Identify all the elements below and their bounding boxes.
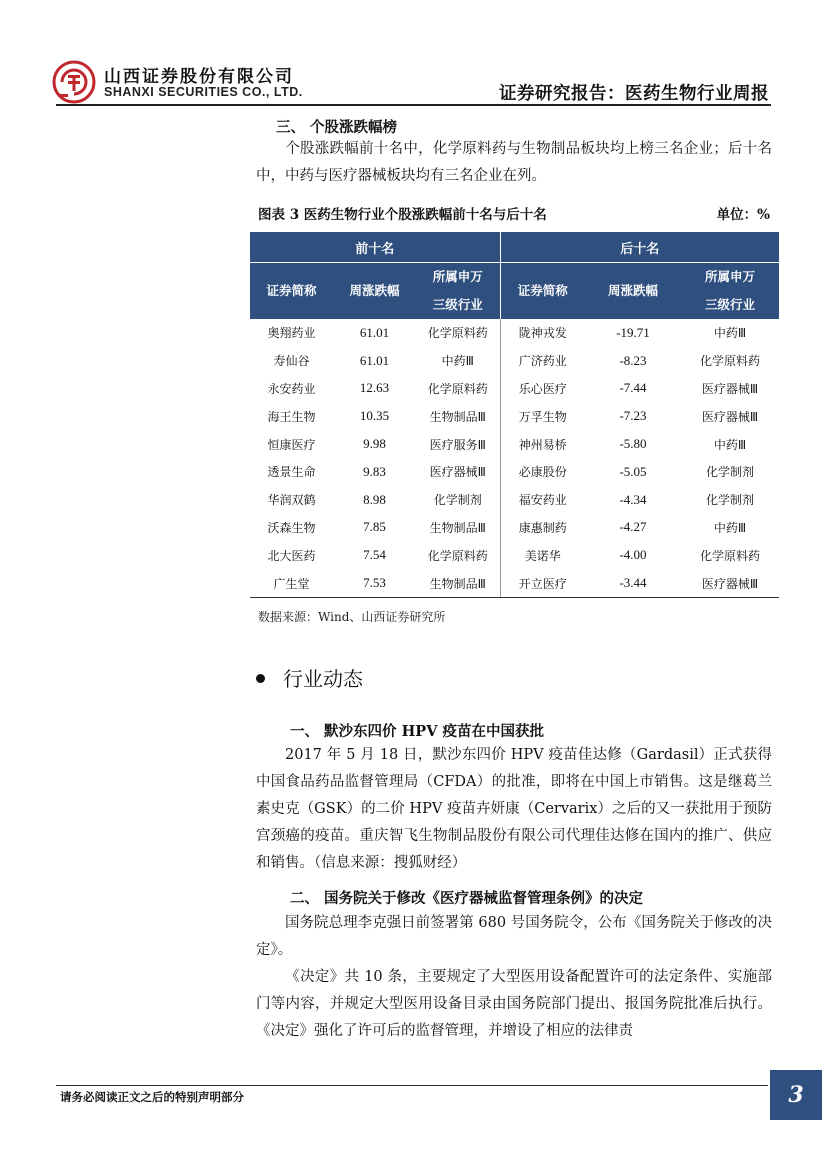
bottom-stock-change: -19.71 — [616, 324, 650, 340]
top-stock-name: 海王生物 — [267, 409, 316, 424]
table-row — [250, 458, 779, 486]
bottom-stock-name: 广济药业 — [500, 347, 585, 375]
table-row — [250, 375, 779, 403]
top-stock-industry: 生物制品Ⅲ — [416, 569, 500, 597]
paragraph-text: 国务院总理李克强日前签署第 680 号国务院令，公布《国务院关于修改的决定》。 — [256, 915, 772, 958]
bottom-stock-name: 美诺华 — [500, 541, 585, 569]
section-heading-industry-news — [256, 663, 363, 692]
top-stock-change: 8.98 — [363, 491, 386, 507]
bottom-stock-change: -4.27 — [619, 519, 647, 535]
page-number: 3 — [770, 1070, 822, 1120]
report-title: 证券研究报告：医药生物行业周报 — [499, 84, 769, 104]
col-header-name: 证券简称 — [250, 263, 333, 320]
section-title-stock-ranking: 三、 个股涨跌幅榜 — [276, 119, 398, 136]
bottom-stock-change: -8.23 — [619, 352, 647, 368]
news-item-title-hpv: 一、 默沙东四价 HPV 疫苗在中国获批 — [290, 723, 544, 740]
figure-caption — [258, 203, 770, 223]
top-stock-change: 9.83 — [363, 463, 386, 479]
bottom-stock-name: 康惠制药 — [500, 514, 585, 542]
top-stock-name: 奥翔药业 — [267, 326, 316, 341]
col-header-industry: 所属申万 三级行业 — [416, 263, 500, 320]
group-header-top-ten: 前十名 — [250, 232, 500, 263]
bottom-stock-industry: 医疗器械Ⅲ — [701, 409, 759, 424]
bottom-stock-industry: 化学原料药 — [699, 354, 760, 369]
bottom-stock-industry: 中药Ⅲ — [713, 437, 747, 452]
top-stock-industry: 医疗器械Ⅲ — [429, 465, 486, 480]
top-stock-change: 61.01 — [359, 352, 390, 368]
top-stock-change: 7.53 — [333, 569, 416, 597]
bottom-stock-change: -7.23 — [619, 408, 647, 424]
news-item-paragraph-regulation-2 — [256, 964, 772, 1045]
top-stock-name: 永安药业 — [267, 381, 316, 396]
bottom-stock-industry: 中药Ⅲ — [713, 326, 747, 341]
top-stock-change: 9.98 — [363, 436, 386, 452]
top-stock-industry: 化学原料药 — [427, 381, 488, 396]
table-row — [250, 514, 779, 542]
header-divider — [56, 104, 771, 106]
company-name-cn: 山西证券股份有限公司 — [104, 67, 294, 87]
bottom-stock-change: -3.44 — [585, 569, 681, 597]
table-row — [250, 430, 779, 458]
top-stock-change: 10.35 — [359, 408, 390, 424]
col-header-change: 周涨跌幅 — [585, 263, 681, 320]
top-stock-industry: 医疗服务Ⅲ — [429, 437, 486, 452]
top-stock-change: 61.01 — [359, 324, 390, 340]
bottom-stock-change: -4.00 — [619, 547, 647, 563]
news-item-title-regulation: 二、 国务院关于修改《医疗器械监督管理条例》的决定 — [290, 890, 644, 907]
bottom-stock-name: 乐心医疗 — [500, 375, 585, 403]
bottom-stock-name: 必康股份 — [500, 458, 585, 486]
col-header-name: 证券简称 — [500, 263, 585, 320]
col-header-industry: 所属申万 三级行业 — [681, 263, 779, 320]
top-stock-industry: 中药Ⅲ — [441, 354, 474, 369]
bullet-icon — [256, 674, 265, 683]
table-row — [250, 402, 779, 430]
table-row — [250, 541, 779, 569]
top-stock-change: 12.63 — [359, 380, 390, 396]
bottom-stock-industry: 化学制剂 — [705, 493, 754, 508]
top-stock-name: 寿仙谷 — [273, 354, 310, 369]
top-stock-industry: 化学原料药 — [427, 548, 488, 563]
bottom-stock-change: -4.34 — [619, 491, 647, 507]
col-header-change: 周涨跌幅 — [333, 263, 416, 320]
top-stock-name: 广生堂 — [250, 569, 333, 597]
top-stock-name: 恒康医疗 — [267, 437, 316, 452]
table-row — [250, 486, 779, 514]
top-stock-name: 沃森生物 — [267, 520, 316, 535]
group-header-bottom-ten: 后十名 — [500, 232, 779, 263]
bottom-stock-name: 陇神戎发 — [500, 319, 585, 347]
bottom-stock-change: -5.80 — [619, 436, 647, 452]
top-stock-industry: 化学原料药 — [427, 326, 488, 341]
top-stock-industry: 生物制品Ⅲ — [429, 520, 486, 535]
bottom-stock-change: -7.44 — [619, 380, 647, 396]
top-stock-industry: 化学制剂 — [433, 493, 482, 508]
table-row — [250, 569, 779, 597]
company-logo — [52, 60, 96, 104]
footer-divider — [56, 1085, 768, 1086]
news-item-paragraph-hpv — [256, 742, 772, 877]
figure-title: 图表 3 医药生物行业个股涨跌幅前十名与后十名 — [258, 207, 547, 223]
bottom-stock-industry: 化学原料药 — [699, 548, 760, 563]
stock-ranking-table — [250, 232, 779, 598]
news-item-paragraph-regulation-1 — [256, 910, 772, 964]
bottom-stock-industry: 医疗器械Ⅲ — [681, 569, 779, 597]
top-stock-change: 7.85 — [363, 519, 386, 535]
bottom-stock-industry: 中药Ⅲ — [713, 520, 747, 535]
bottom-stock-name: 开立医疗 — [500, 569, 585, 597]
bottom-stock-industry: 化学制剂 — [705, 465, 754, 480]
paragraph-text: 《决定》共 10 条，主要规定了大型医用设备配置许可的法定条件、实施部门等内容，并规定大型医用设备目录由国务院部门提出、报国务院批准后执行。《决定》强化了许可后的监督管理，并增设了相应的法律责 — [256, 969, 772, 1039]
table-row — [250, 347, 779, 375]
table-source-note: 数据来源：Wind、山西证券研究所 — [258, 610, 446, 624]
company-name-en: SHANXI SECURITIES CO., LTD. — [104, 85, 303, 99]
heading-text: 行业动态 — [283, 667, 363, 691]
table-row — [250, 319, 779, 347]
top-stock-industry: 生物制品Ⅲ — [429, 409, 486, 424]
bottom-stock-name: 万孚生物 — [500, 402, 585, 430]
paragraph-text: 2017 年 5 月 18 日，默沙东四价 HPV 疫苗佳达修（Gardasil）正式获得中国食品药品监督管理局（CFDA）的批准，即将在中国上市销售。这是继葛兰素史克（GSK）的二价 HPV 疫苗卉妍康（Cervarix）之后的又一获批用于预防宫颈癌的疫苗。重庆智飞生物制品股份有限公司代理佳达修在国内的推广、供应和销售。（信息来源：搜狐财经） — [256, 747, 772, 871]
top-stock-name: 北大医药 — [267, 548, 316, 563]
bottom-stock-name: 福安药业 — [500, 486, 585, 514]
bottom-stock-name: 神州易桥 — [500, 430, 585, 458]
top-stock-name: 透景生命 — [267, 465, 316, 480]
top-stock-change: 7.54 — [363, 547, 386, 563]
section-paragraph-stock-ranking — [256, 136, 772, 190]
figure-unit: 单位：% — [716, 207, 770, 223]
bottom-stock-industry: 医疗器械Ⅲ — [701, 381, 759, 396]
footer-disclaimer: 请务必阅读正文之后的特别声明部分 — [60, 1090, 244, 1104]
paragraph-text: 个股涨跌幅前十名中，化学原料药与生物制品板块均上榜三名企业；后十名中，中药与医疗器械板块均有三名企业在列。 — [256, 141, 772, 184]
bottom-stock-change: -5.05 — [619, 463, 647, 479]
top-stock-name: 华润双鹤 — [267, 493, 316, 508]
